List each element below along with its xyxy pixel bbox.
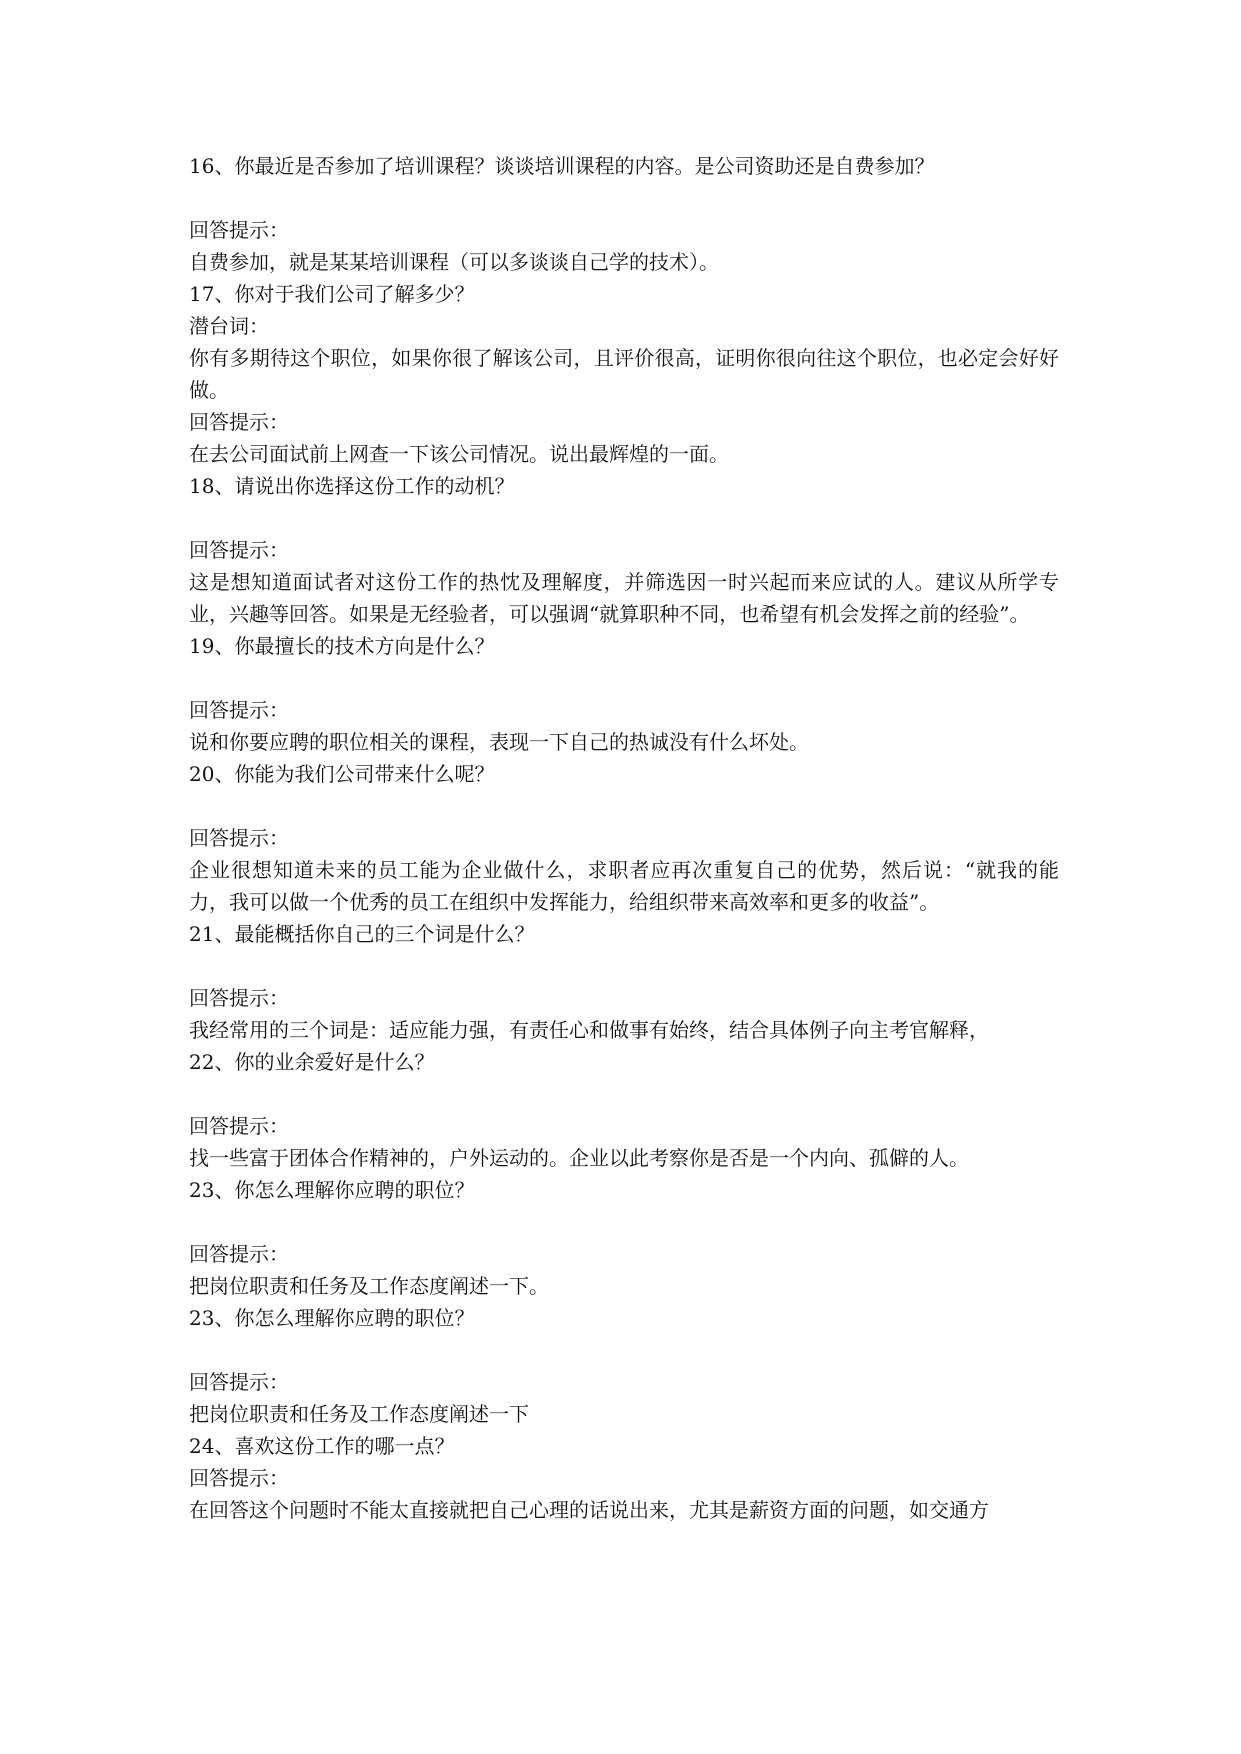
answer-hint-label: 回答提示：	[189, 1370, 289, 1394]
answer-18: 这是想知道面试者对这份工作的热忱及理解度，并筛选因一时兴起而来应试的人。建议从所学专业，兴趣等回答。如果是无经验者，可以强调“就算职种不同，也希望有机会发挥之前的经验”。	[189, 570, 1059, 626]
answer-23: 把岗位职责和任务及工作态度阐述一下。	[189, 1274, 549, 1298]
answer-hint-label: 回答提示：	[189, 538, 289, 562]
blank-line	[189, 1206, 1059, 1238]
document-body	[189, 150, 1059, 1526]
question-16: 16、你最近是否参加了培训课程？谈谈培训课程的内容。是公司资助还是自费参加？	[189, 154, 935, 178]
blank-line	[189, 1078, 1059, 1110]
answer-hint-label: 回答提示：	[189, 218, 289, 242]
question-23-repeat: 23、你怎么理解你应聘的职位？	[189, 1306, 475, 1330]
subtext-17: 你有多期待这个职位，如果你很了解该公司，且评价很高，证明你很向往这个职位，也必定会好好做。	[189, 346, 1059, 402]
answer-hint-label: 回答提示：	[189, 1114, 289, 1138]
subtext-label: 潜台词：	[189, 314, 269, 338]
blank-line	[189, 502, 1059, 534]
answer-hint-label: 回答提示：	[189, 826, 289, 850]
blank-line	[189, 790, 1059, 822]
answer-23-repeat: 把岗位职责和任务及工作态度阐述一下	[189, 1402, 529, 1426]
answer-19: 说和你要应聘的职位相关的课程，表现一下自己的热诚没有什么坏处。	[189, 730, 809, 754]
question-24: 24、喜欢这份工作的哪一点？	[189, 1434, 455, 1458]
blank-line	[189, 182, 1059, 214]
question-19: 19、你最擅长的技术方向是什么？	[189, 634, 495, 658]
question-18: 18、请说出你选择这份工作的动机？	[189, 474, 515, 498]
blank-line	[189, 1334, 1059, 1366]
answer-21: 我经常用的三个词是：适应能力强，有责任心和做事有始终，结合具体例子向主考官解释，	[189, 1018, 989, 1042]
answer-hint-label: 回答提示：	[189, 1242, 289, 1266]
blank-line	[189, 950, 1059, 982]
question-17: 17、你对于我们公司了解多少？	[189, 282, 475, 306]
answer-hint-label: 回答提示：	[189, 986, 289, 1010]
question-20: 20、你能为我们公司带来什么呢？	[189, 762, 495, 786]
answer-hint-label: 回答提示：	[189, 1466, 289, 1490]
answer-17: 在去公司面试前上网查一下该公司情况。说出最辉煌的一面。	[189, 442, 729, 466]
answer-24: 在回答这个问题时不能太直接就把自己心理的话说出来，尤其是薪资方面的问题，如交通方	[189, 1498, 989, 1522]
answer-20: 企业很想知道未来的员工能为企业做什么，求职者应再次重复自己的优势，然后说：“就我的能力，我可以做一个优秀的员工在组织中发挥能力，给组织带来高效率和更多的收益”。	[189, 858, 1059, 914]
blank-line	[189, 662, 1059, 694]
answer-hint-label: 回答提示：	[189, 410, 289, 434]
answer-16: 自费参加，就是某某培训课程（可以多谈谈自己学的技术）。	[189, 250, 719, 274]
question-23: 23、你怎么理解你应聘的职位？	[189, 1178, 475, 1202]
question-21: 21、最能概括你自己的三个词是什么？	[189, 922, 535, 946]
answer-hint-label: 回答提示：	[189, 698, 289, 722]
question-22: 22、你的业余爱好是什么？	[189, 1050, 435, 1074]
answer-22: 找一些富于团体合作精神的，户外运动的。企业以此考察你是否是一个内向、孤僻的人。	[189, 1146, 969, 1170]
